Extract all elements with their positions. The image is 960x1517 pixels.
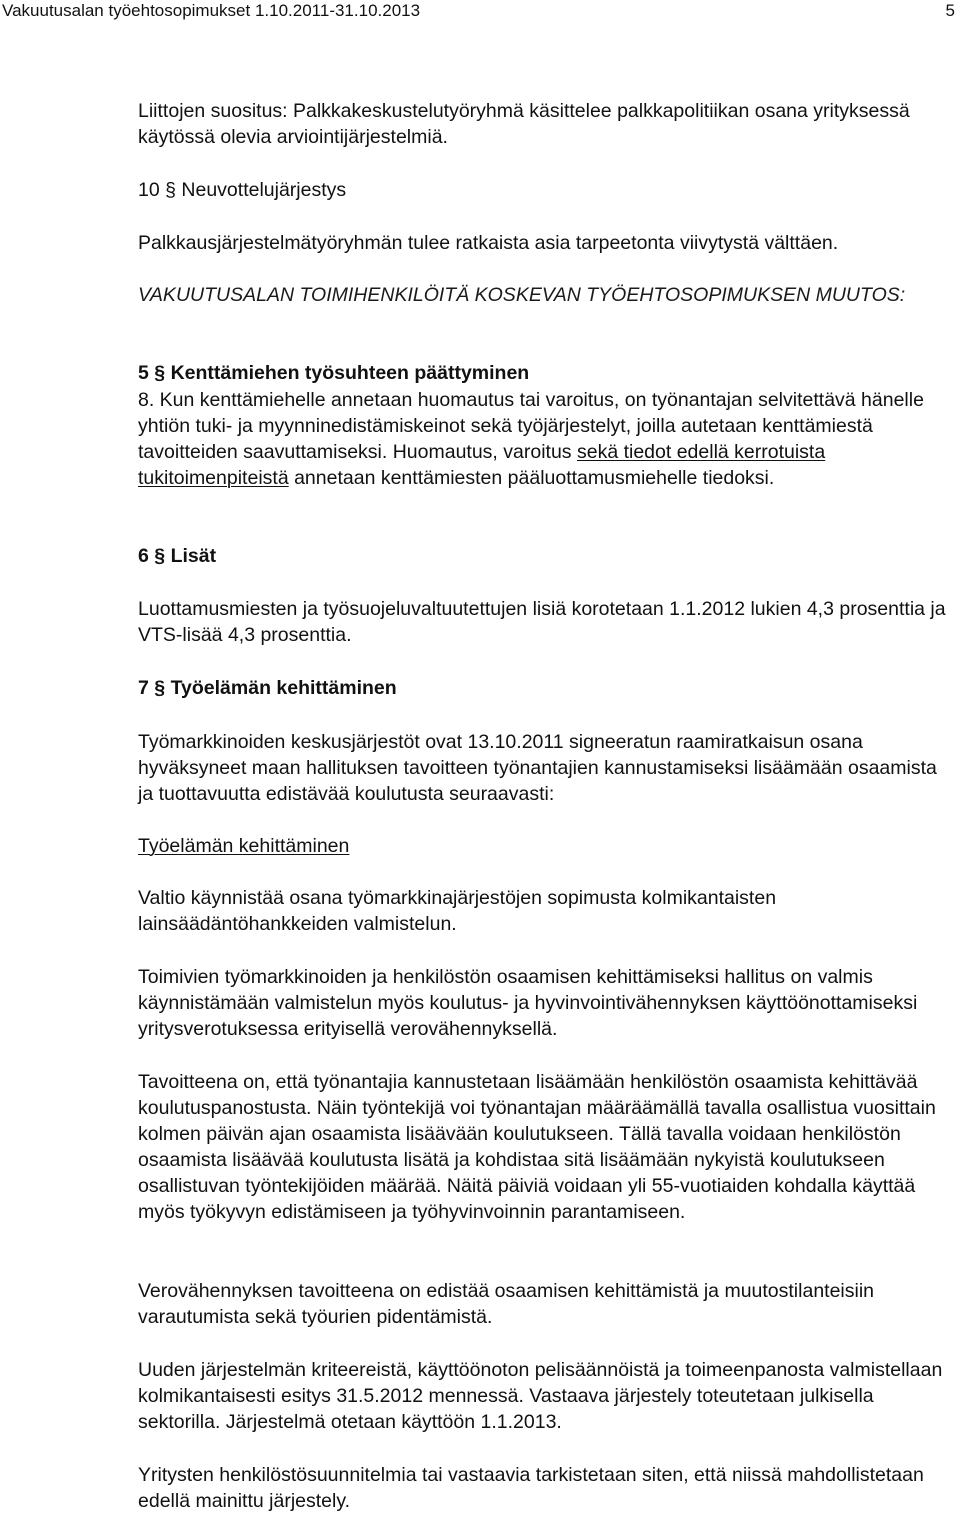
recommendation-paragraph: Liittojen suositus: Palkkakeskustelutyöryhmä käsittelee palkkapolitiikan osana yrityksessä käytössä olevia arviointijärjestelmiä. — [138, 100, 910, 148]
section-5-text-underlined: sekä tiedot edellä kerrotuista tukitoimenpiteistä — [138, 441, 826, 489]
section-title: Lisät — [170, 545, 217, 567]
section-sign: § — [154, 545, 166, 567]
section-5-paragraph — [138, 387, 950, 491]
section-title: Työelämän kehittäminen — [170, 677, 397, 699]
section-5-text-main: 8. Kun kenttämiehelle annetaan huomautus tai varoitus, on työnantajan selvitettävä hänelle yhtiön tuki- ja myynninedistämiskeinot sekä työjärjestelyt, joilla autetaan kenttämiestä tavoitteiden saavuttamiseksi. Huomautus, varoitus — [138, 389, 924, 463]
document-title: Vakuutusalan työehtosopimukset 1.10.2011-31.10.2013 — [2, 1, 421, 20]
section-title: Neuvottelujärjestys — [181, 179, 347, 201]
section-7-intro: Työmarkkinoiden keskusjärjestöt ovat 13.10.2011 signeeratun raamiratkaisun osana hyväksyneet maan hallituksen tavoitteen työnantajien kannustamiseksi lisäämään osaamista ja tuottavuutta edistävää koulutusta seuraavasti: — [138, 731, 937, 805]
section-6-heading — [138, 543, 950, 569]
section-7-paragraph: Toimivien työmarkkinoiden ja henkilöstön osaamisen kehittämiseksi hallitus on valmis käynnistämään valmistelun myös koulutus- ja hyvinvointivähennyksen käyttöönottamiseksi yritysverotuksessa erityisellä verovähennyksellä. — [138, 966, 918, 1040]
section-7-heading — [138, 675, 950, 701]
section-7-paragraph: Tavoitteena on, että työnantajia kannustetaan lisäämään henkilöstön osaamista kehittävää koulutuspanostusta. Näin työntekijä voi työnantajan määräämällä tavalla osallistua vuosittain kolmen päivän ajan osaamista lisäävään koulutukseen. Tällä tavalla voidaan henkilöstön osaamista lisäävää koulutusta lisätä ja kohdistaa sitä lisäämään nykyistä koulutukseen osallistuvan työntekijöiden määrää. Näitä päiviä voidaan yli 55-vuotiaiden kohdalla käyttää myös työkyvyn edistämiseen ja työhyvinvoinnin parantamiseen. — [138, 1071, 936, 1223]
section-10-heading — [138, 177, 950, 203]
section-7-paragraph: Uuden järjestelmän kriteereistä, käyttöönoton pelisäännöistä ja toimeenpanosta valmistellaan kolmikantaisesti esitys 31.5.2012 mennessä. Vastaava järjestely toteutetaan julkisella sektorilla. Järjestelmä otetaan käyttöön 1.1.2013. — [138, 1359, 943, 1433]
section-number: 6 — [138, 545, 149, 567]
section-5-heading — [138, 360, 950, 386]
section-number: 10 — [138, 179, 160, 201]
section-7-paragraph: Verovähennyksen tavoitteena on edistää osaamisen kehittämistä ja muutostilanteisiin varautumista sekä työurien pidentämistä. — [138, 1280, 875, 1328]
amendment-heading: VAKUUTUSALAN TOIMIHENKILÖITÄ KOSKEVAN TYÖEHTOSOPIMUKSEN MUUTOS: — [138, 284, 906, 306]
section-sign: § — [154, 362, 166, 384]
section-7-paragraph: Valtio käynnistää osana työmarkkinajärjestöjen sopimusta kolmikantaisten lainsäädäntöhankkeiden valmistelun. — [138, 887, 777, 935]
section-title: Kenttämiehen työsuhteen päättyminen — [170, 362, 530, 384]
page-number: 5 — [945, 1, 955, 20]
page-header — [0, 0, 960, 20]
section-sign: § — [165, 179, 176, 201]
section-10-text: Palkkausjärjestelmätyöryhmän tulee ratkaista asia tarpeetonta viivytystä välttäen. — [138, 232, 839, 254]
section-5-text-end: annetaan kenttämiesten pääluottamusmiehelle tiedoksi. — [288, 467, 775, 489]
section-7-subheading: Työelämän kehittäminen — [138, 835, 350, 857]
section-6-text: Luottamusmiesten ja työsuojeluvaltuutettujen lisiä korotetaan 1.1.2012 lukien 4,3 prosenttia ja VTS-lisää 4,3 prosenttia. — [138, 598, 946, 646]
section-number: 5 — [138, 362, 149, 384]
section-number: 7 — [138, 677, 149, 699]
section-7-paragraph: Yritysten henkilöstösuunnitelmia tai vastaavia tarkistetaan siten, että niissä mahdollistetaan edellä mainittu järjestely. — [138, 1464, 924, 1512]
section-sign: § — [154, 677, 166, 699]
